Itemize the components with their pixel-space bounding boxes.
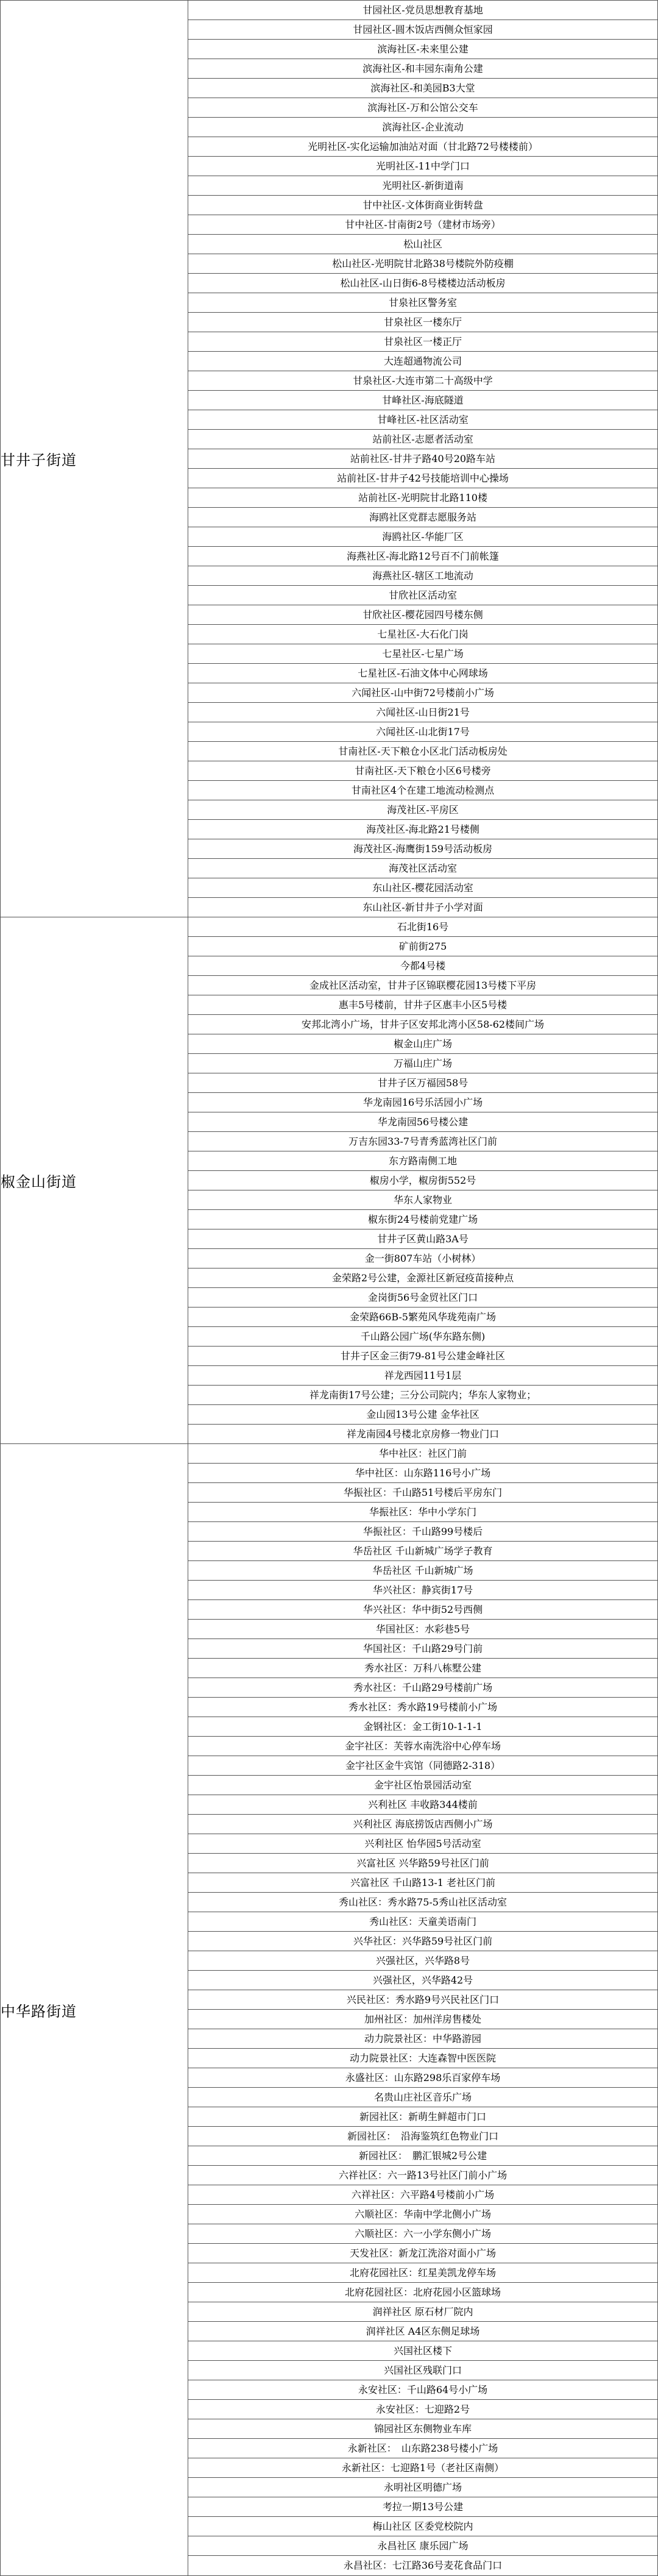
testing-site-cell: 甘峰社区-海底隧道 — [188, 391, 658, 410]
district-name-cell: 甘井子街道 — [1, 1, 188, 917]
testing-site-cell: 万福山庄广场 — [188, 1054, 658, 1073]
testing-site-cell: 甘峰社区-社区活动室 — [188, 410, 658, 430]
testing-site-cell: 东山社区-新甘井子小学对面 — [188, 898, 658, 917]
testing-site-cell: 甘南社区4个在建工地流动检测点 — [188, 781, 658, 800]
testing-site-cell: 甘泉社区-大连市第二十高级中学 — [188, 371, 658, 391]
testing-site-cell: 六顺社区：华南中学北侧小广场 — [188, 2205, 658, 2224]
testing-site-cell: 永昌社区：七江路36号麦花食品门口 — [188, 2556, 658, 2576]
testing-site-cell: 六闻社区-山中街72号楼前小广场 — [188, 683, 658, 703]
testing-site-cell: 金成社区活动室，甘井子区锦联樱花园13号楼下平房 — [188, 976, 658, 995]
testing-site-cell: 华中社区：山东路116号小广场 — [188, 1464, 658, 1483]
testing-site-cell: 祥龙南街17号公建；三分公司院内；华东人家物业； — [188, 1386, 658, 1405]
testing-site-cell: 安邦北湾小广场，甘井子区安邦北湾小区58-62楼间广场 — [188, 1015, 658, 1034]
testing-site-cell: 海鸥社区党群志愿服务站 — [188, 508, 658, 527]
testing-site-cell: 新园社区： 鹏汇银城2号公建 — [188, 2146, 658, 2166]
testing-site-cell: 秀水社区：秀水路19号楼前小广场 — [188, 1698, 658, 1717]
testing-site-cell: 考拉一期13号公建 — [188, 2497, 658, 2517]
testing-site-cell: 海茂社区-海北路21号楼侧 — [188, 820, 658, 839]
testing-site-cell: 华国社区：水彩巷5号 — [188, 1620, 658, 1639]
testing-site-cell: 永安社区：七迎路2号 — [188, 2400, 658, 2419]
testing-site-cell: 秀山社区：天童美语南门 — [188, 1912, 658, 1932]
testing-site-cell: 六顺社区：六一小学东侧小广场 — [188, 2224, 658, 2244]
testing-site-cell: 兴富社区 千山路13-1 老社区门前 — [188, 1873, 658, 1893]
testing-site-cell: 加州社区：加州洋房售楼处 — [188, 2010, 658, 2029]
testing-site-cell: 永新社区： 山东路238号楼小广场 — [188, 2439, 658, 2458]
testing-site-cell: 永新社区：七迎路1号（老社区南侧） — [188, 2458, 658, 2478]
testing-site-cell: 华龙南园56号楼公建 — [188, 1112, 658, 1132]
testing-site-cell: 甘中社区-甘南街2号（建材市场旁） — [188, 215, 658, 235]
testing-site-cell: 秀水社区：千山路29号楼前广场 — [188, 1678, 658, 1698]
testing-site-cell: 润祥社区 原石材厂院内 — [188, 2302, 658, 2322]
testing-site-cell: 光明社区-11中学门口 — [188, 157, 658, 176]
testing-site-cell: 北府花园社区：北府花园小区篮球场 — [188, 2283, 658, 2302]
testing-site-cell: 金一街807车站（小树林） — [188, 1249, 658, 1268]
testing-site-cell: 华振社区：千山路51号楼后平房东门 — [188, 1483, 658, 1503]
testing-site-cell: 兴强社区，兴华路42号 — [188, 1971, 658, 1990]
testing-site-cell: 甘园社区-党员思想教育基地 — [188, 1, 658, 20]
testing-site-cell: 松山社区-光明院甘北路38号楼院外防疫棚 — [188, 254, 658, 274]
testing-site-cell: 名贵山庄社区音乐广场 — [188, 2088, 658, 2107]
testing-site-cell: 华兴社区：静宾街17号 — [188, 1581, 658, 1600]
testing-site-cell: 祥龙南园4号楼北京房修一物业门口 — [188, 1425, 658, 1444]
testing-site-cell: 海茂社区活动室 — [188, 859, 658, 878]
table-row — [1, 917, 658, 937]
testing-site-cell: 滨海社区-和美园B3大堂 — [188, 79, 658, 98]
testing-site-cell: 甘欣社区-樱花园四号楼东侧 — [188, 605, 658, 625]
testing-site-cell: 华岳社区 千山新城广场学子教育 — [188, 1542, 658, 1561]
testing-site-cell: 新园社区： 沿海鉴筑红色物业门口 — [188, 2127, 658, 2146]
testing-site-cell: 兴国社区残联门口 — [188, 2361, 658, 2380]
testing-site-cell: 永昌社区 康乐园广场 — [188, 2536, 658, 2556]
district-name-cell: 椒金山街道 — [1, 917, 188, 1444]
testing-site-cell: 滨海社区-和丰园东南角公建 — [188, 59, 658, 79]
testing-site-cell: 兴利社区 怡华园5号活动室 — [188, 1834, 658, 1854]
testing-site-cell: 六祥社区：六平路4号楼前小广场 — [188, 2185, 658, 2205]
testing-site-cell: 七星社区-石油文体中心网球场 — [188, 664, 658, 683]
testing-site-cell: 兴强社区，兴华路8号 — [188, 1951, 658, 1971]
testing-site-cell: 六闻社区-山北街17号 — [188, 722, 658, 742]
testing-site-cell: 祥龙西园11号1层 — [188, 1366, 658, 1386]
testing-site-cell: 大连超通物流公司 — [188, 352, 658, 371]
testing-site-cell: 甘南社区-天下粮仓小区6号楼旁 — [188, 761, 658, 781]
testing-site-cell: 天发社区：新龙江洗浴对面小广场 — [188, 2244, 658, 2263]
testing-site-cell: 椒房小学，椒房街552号 — [188, 1171, 658, 1190]
testing-site-cell: 兴民社区：秀水路9号兴民社区门口 — [188, 1990, 658, 2010]
testing-site-cell: 万吉东园33-7号青秀蓝湾社区门前 — [188, 1132, 658, 1151]
testing-site-cell: 秀水社区：万科八栋墅公建 — [188, 1659, 658, 1678]
testing-site-cell: 动力院景社区：大连森智中医医院 — [188, 2049, 658, 2068]
testing-site-cell: 甘井子区黄山路3A号 — [188, 1229, 658, 1249]
table-body — [1, 1, 658, 2576]
testing-site-cell: 今都4号楼 — [188, 956, 658, 976]
testing-site-cell: 七星社区-大石化门岗 — [188, 625, 658, 644]
testing-site-cell: 兴华社区：兴华路59号社区门前 — [188, 1932, 658, 1951]
testing-site-cell: 华兴社区：华中街52号西侧 — [188, 1600, 658, 1620]
testing-site-cell: 甘井子区金三街79-81号公建金峰社区 — [188, 1347, 658, 1366]
testing-site-cell: 海燕社区-辖区工地流动 — [188, 566, 658, 586]
testing-site-cell: 松山社区 — [188, 235, 658, 254]
testing-site-cell: 金宇社区怡景园活动室 — [188, 1776, 658, 1795]
testing-site-cell: 站前社区-志愿者活动室 — [188, 430, 658, 449]
testing-site-cell: 锦园社区东侧物业车库 — [188, 2419, 658, 2439]
testing-site-cell: 永明社区明德广场 — [188, 2478, 658, 2497]
testing-site-cell: 石北街16号 — [188, 917, 658, 937]
testing-site-cell: 东山社区-樱花园活动室 — [188, 878, 658, 898]
testing-site-cell: 甘泉社区警务室 — [188, 293, 658, 313]
testing-site-cell: 惠丰5号楼前，甘井子区惠丰小区5号楼 — [188, 995, 658, 1015]
testing-site-cell: 兴国社区楼下 — [188, 2341, 658, 2361]
testing-site-cell: 秀山社区：秀水路75-5秀山社区活动室 — [188, 1893, 658, 1912]
testing-site-cell: 站前社区-甘井子42号技能培训中心操场 — [188, 469, 658, 488]
testing-site-cell: 华岳社区 千山新城广场 — [188, 1561, 658, 1581]
testing-site-cell: 海茂社区-海鹰街159号活动板房 — [188, 839, 658, 859]
testing-site-cell: 梅山社区 区委党校院内 — [188, 2517, 658, 2536]
testing-site-cell: 北府花园社区：红星美凯龙停车场 — [188, 2263, 658, 2283]
testing-site-cell: 动力院景社区：中华路游园 — [188, 2029, 658, 2049]
testing-site-cell: 甘欣社区活动室 — [188, 586, 658, 605]
testing-site-cell: 金岗街56号金贸社区门口 — [188, 1288, 658, 1308]
testing-site-cell: 金山园13号公建 金华社区 — [188, 1405, 658, 1425]
testing-site-cell: 永盛社区：山东路298乐百家停车场 — [188, 2068, 658, 2088]
testing-site-cell: 椒东街24号楼前党建广场 — [188, 1210, 658, 1229]
testing-site-cell: 兴利社区 海底捞饭店西侧小广场 — [188, 1815, 658, 1834]
testing-site-cell: 润祥社区 A4区东侧足球场 — [188, 2322, 658, 2341]
testing-site-cell: 滨海社区-企业流动 — [188, 118, 658, 137]
testing-site-cell: 金荣路2号公建，金源社区新冠疫苗接种点 — [188, 1268, 658, 1288]
testing-site-cell: 华中社区：社区门前 — [188, 1444, 658, 1464]
testing-site-cell: 甘井子区万福园58号 — [188, 1073, 658, 1093]
testing-site-cell: 滨海社区-未来里公建 — [188, 40, 658, 59]
testing-site-cell: 光明社区-实化运输加油站对面（甘北路72号楼楼前） — [188, 137, 658, 157]
testing-site-cell: 金宇社区：芙蓉水南洗浴中心停车场 — [188, 1737, 658, 1756]
testing-site-cell: 金宇社区金牛宾馆（同德路2-318） — [188, 1756, 658, 1776]
testing-site-cell: 七星社区-七星广场 — [188, 644, 658, 664]
testing-site-cell: 新园社区：新萌生鲜超市门口 — [188, 2107, 658, 2127]
testing-site-cell: 金荣路66B-5繁苑风华珑苑南广场 — [188, 1308, 658, 1327]
testing-site-cell: 站前社区-甘井子路40号20路车站 — [188, 449, 658, 469]
testing-site-cell: 六祥社区：六一路13号社区门前小广场 — [188, 2166, 658, 2185]
testing-site-cell: 永安社区：千山路64号小广场 — [188, 2380, 658, 2400]
testing-site-cell: 甘南社区-天下粮仓小区北门活动板房处 — [188, 742, 658, 761]
testing-site-cell: 甘园社区-圆木饭店西侧众恒家园 — [188, 20, 658, 40]
testing-site-cell: 千山路公园广场(华东路东侧) — [188, 1327, 658, 1347]
testing-site-cell: 站前社区-光明院甘北路110楼 — [188, 488, 658, 508]
table-row — [1, 1, 658, 20]
district-name-cell: 中华路街道 — [1, 1444, 188, 2576]
testing-site-cell: 兴利社区 丰收路344楼前 — [188, 1795, 658, 1815]
testing-site-cell: 海燕社区-海北路12号百不门前帐篷 — [188, 547, 658, 566]
testing-site-cell: 华东人家物业 — [188, 1190, 658, 1210]
testing-site-cell: 东方路南侧工地 — [188, 1151, 658, 1171]
testing-site-cell: 甘中社区-文体街商业街转盘 — [188, 196, 658, 215]
testing-site-cell: 华龙南园16号乐活园小广场 — [188, 1093, 658, 1112]
testing-site-cell: 滨海社区-万和公馆公交车 — [188, 98, 658, 118]
testing-site-cell: 椒金山庄广场 — [188, 1034, 658, 1054]
testing-site-cell: 光明社区-新街道南 — [188, 176, 658, 196]
testing-site-cell: 兴富社区 兴华路59号社区门前 — [188, 1854, 658, 1873]
testing-site-cell: 海茂社区-平房区 — [188, 800, 658, 820]
testing-site-cell: 甘泉社区一楼正厅 — [188, 332, 658, 352]
testing-site-cell: 海鸥社区-华能厂区 — [188, 527, 658, 547]
table-row — [1, 1444, 658, 1464]
testing-site-cell: 华振社区：千山路99号楼后 — [188, 1522, 658, 1542]
testing-site-cell: 华振社区：华中小学东门 — [188, 1503, 658, 1522]
testing-site-cell: 矿前街275 — [188, 937, 658, 956]
testing-site-cell: 甘泉社区一楼东厅 — [188, 313, 658, 332]
testing-site-cell: 华国社区：千山路29号门前 — [188, 1639, 658, 1659]
testing-site-cell: 六闻社区-山日街21号 — [188, 703, 658, 722]
testing-site-cell: 松山社区-山日街6-8号楼楼边活动板房 — [188, 274, 658, 293]
testing-site-cell: 金钢社区：金工街10-1-1-1 — [188, 1717, 658, 1737]
